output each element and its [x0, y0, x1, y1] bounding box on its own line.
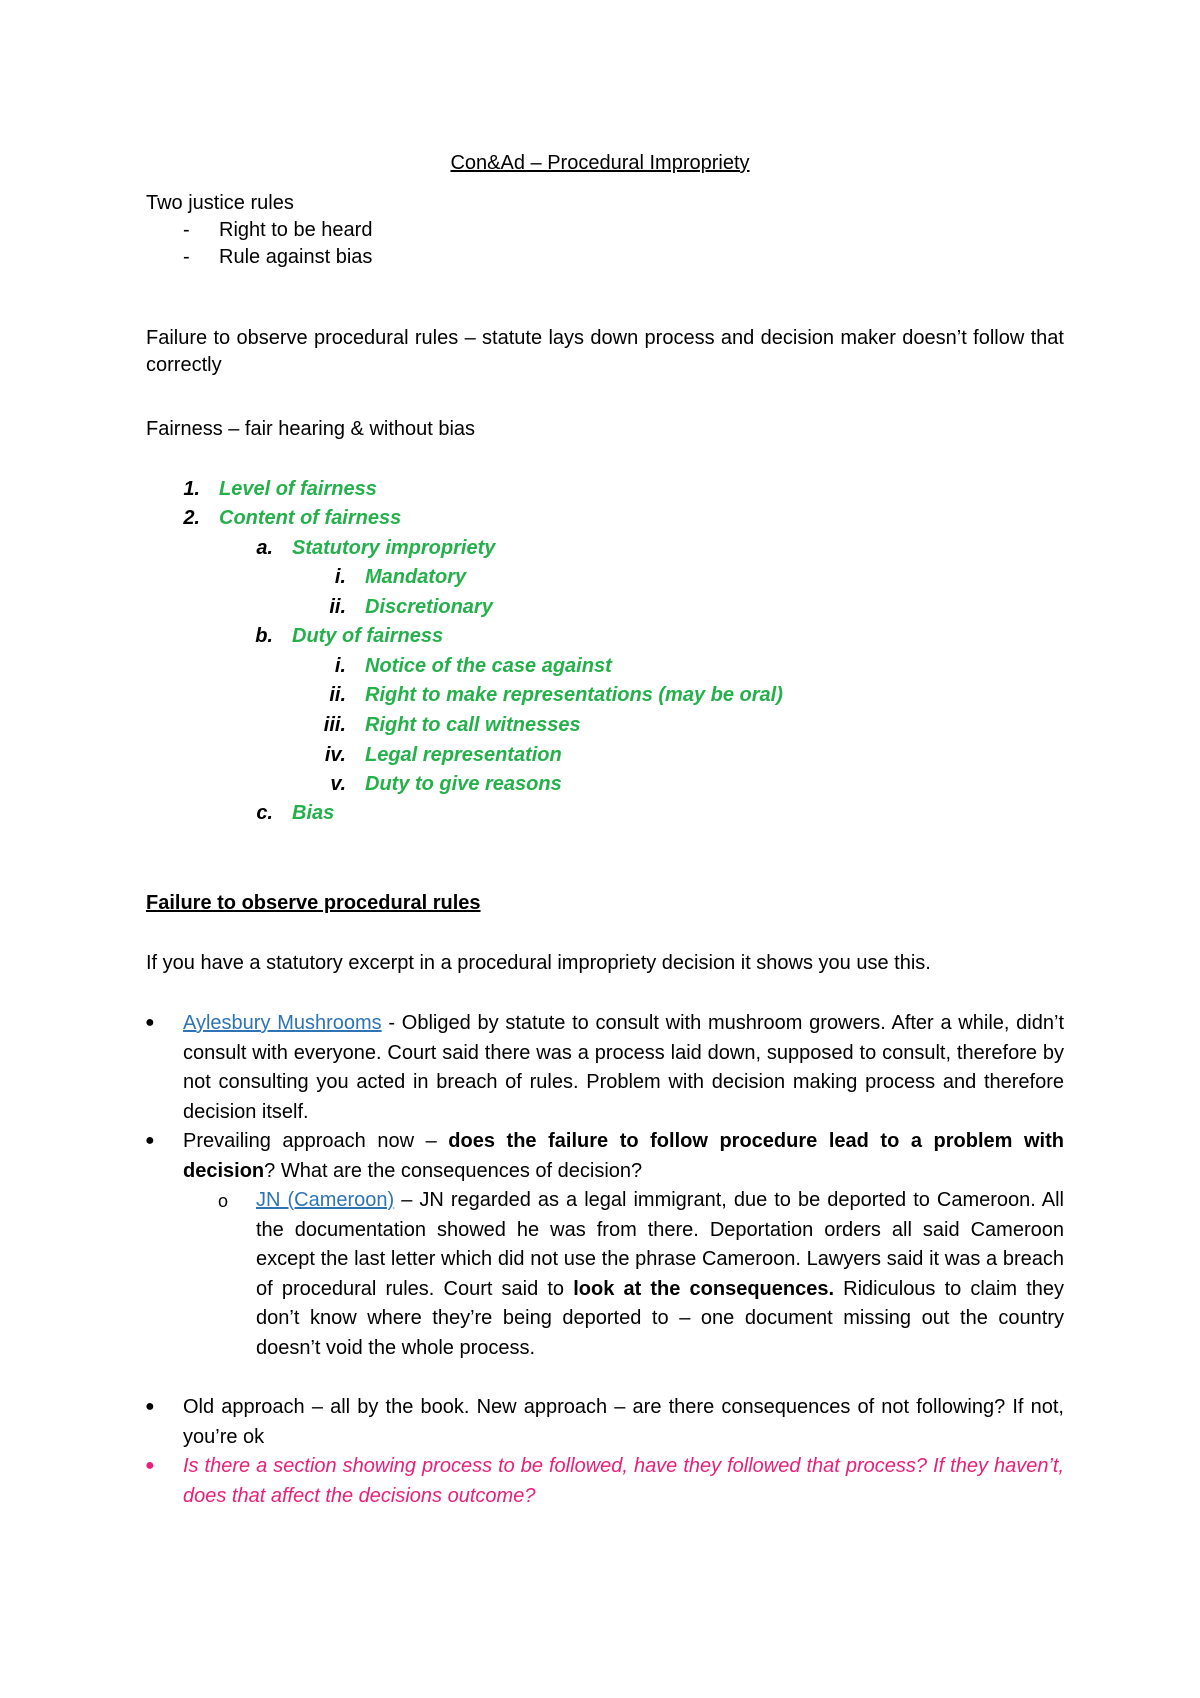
outline-item: Level of fairness	[219, 478, 377, 500]
sub-bullet-marker: o	[218, 1191, 229, 1211]
outline-roman: iv.	[324, 744, 346, 766]
outline-item: Content of fairness	[219, 507, 402, 529]
case-link-jn-cameroon[interactable]: JN (Cameroon)	[256, 1189, 395, 1211]
sub-bullet-jn	[256, 1186, 1064, 1363]
outline-item: Duty of fairness	[292, 625, 444, 647]
bullet-marker: ●	[145, 1014, 155, 1031]
failure-paragraph: Failure to observe procedural rules – statute lays down process and decision maker doesn’t follow that correctly	[146, 327, 1064, 376]
outline-roman: i.	[334, 655, 346, 677]
rule-item: Rule against bias	[219, 246, 373, 268]
bullet-prevailing	[183, 1127, 1064, 1186]
bullet-marker: ●	[145, 1457, 155, 1474]
outline-item: Statutory impropriety	[292, 537, 496, 559]
outline-item: Notice of the case against	[365, 655, 612, 677]
outline-letter: b.	[255, 625, 273, 647]
intro-heading: Two justice rules	[146, 192, 294, 214]
outline-item: Right to make representations (may be oral)	[365, 684, 783, 706]
outline-roman: i.	[334, 566, 346, 588]
outline-item: Bias	[292, 802, 335, 824]
outline-number: 2.	[183, 507, 200, 529]
outline-roman: v.	[330, 773, 346, 795]
bullet-text: Ridiculous to claim they don’t know where they’re being deported to – one document missing out the country doesn’t void the whole process.	[256, 1277, 1065, 1359]
outline-roman: ii.	[329, 596, 346, 618]
bullet-text: – JN regarded as a legal immigrant, due to be deported to Cameroon. All the documentation showed he was from there. Deportation orders all said Cameroon except the last letter which did not use the phrase Cameroon. Lawyers said it was a breach of procedural rules. Court said to	[256, 1189, 1064, 1300]
outline-letter: a.	[256, 537, 273, 559]
bold-text: does the failure to follow procedure lead to a problem with decision	[183, 1130, 1064, 1182]
bullet-old-approach: Old approach – all by the book. New approach – are there consequences of not following? If not, you’re ok	[183, 1396, 1064, 1448]
dash-marker: -	[183, 219, 190, 241]
bold-text: look at the consequences.	[573, 1277, 835, 1300]
outline-number: 1.	[183, 478, 200, 500]
bullet-text: Prevailing approach now –	[183, 1130, 449, 1152]
outline-roman: iii.	[323, 714, 346, 736]
section-intro: If you have a statutory excerpt in a procedural impropriety decision it shows you use this.	[146, 952, 931, 974]
outline-item: Mandatory	[365, 566, 467, 588]
outline-item: Legal representation	[365, 744, 562, 766]
outline-item: Right to call witnesses	[365, 714, 581, 736]
bullet-marker: ●	[145, 1398, 155, 1415]
bullet-text: - Obliged by statute to consult with mushroom growers. After a while, didn’t consult with everyone. Court said there was a process laid down, supposed to consult, therefore by not consulting you acted in breach of rules. Problem with decision making process and therefore decision itself.	[183, 1012, 1064, 1123]
bullet-question: Is there a section showing process to be followed, have they followed that process? If they haven’t, does that affect the decisions outcome?	[183, 1455, 1064, 1507]
bullet-marker: ●	[145, 1132, 155, 1149]
case-link-aylesbury[interactable]: Aylesbury Mushrooms	[183, 1012, 382, 1034]
rule-item: Right to be heard	[219, 219, 373, 241]
outline-item: Discretionary	[365, 596, 493, 618]
fairness-line: Fairness – fair hearing & without bias	[146, 418, 476, 440]
outline-item: Duty to give reasons	[365, 773, 562, 795]
outline-letter: c.	[256, 802, 273, 824]
section-heading: Failure to observe procedural rules	[146, 892, 481, 914]
bullet-text: ? What are the consequences of decision?	[264, 1159, 643, 1182]
outline-roman: ii.	[329, 684, 346, 706]
page-title: Con&Ad – Procedural Impropriety	[450, 152, 750, 174]
bullet-aylesbury	[183, 1009, 1064, 1127]
dash-marker: -	[183, 246, 190, 268]
